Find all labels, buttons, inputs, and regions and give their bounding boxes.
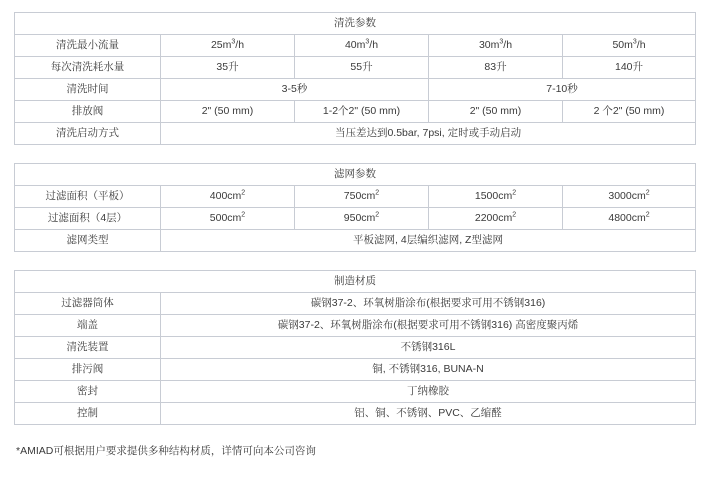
cell-value: 铜, 不锈钢316, BUNA-N <box>161 359 696 381</box>
table-section-header-row <box>15 271 696 293</box>
table-row <box>15 403 696 425</box>
row-label-wash-trigger: 清洗启动方式 <box>15 123 161 145</box>
row-label-drain-valve: 排放阀 <box>15 101 161 123</box>
cell-value: 碳钢37-2、环氧树脂涂布(根据要求可用不锈钢316) <box>161 293 696 315</box>
table-row <box>15 381 696 403</box>
cell-value: 55升 <box>295 57 429 79</box>
row-label-seal: 密封 <box>15 381 161 403</box>
table-washing-parameters <box>14 12 696 145</box>
cell-value: $25m^3/h$ <box>161 35 295 57</box>
table-materials <box>14 270 696 425</box>
section-title-materials: 制造材质 <box>15 271 696 293</box>
cell-value: $2200cm^2$ <box>429 208 563 230</box>
cell-value: $950cm^2$ <box>295 208 429 230</box>
cell-value: 1-2个2" (50 mm) <box>295 101 429 123</box>
table-row <box>15 123 696 145</box>
cell-value: 2" (50 mm) <box>429 101 563 123</box>
cell-value: 3-5秒 <box>161 79 429 101</box>
table-row <box>15 208 696 230</box>
table-row <box>15 315 696 337</box>
table-screen-parameters <box>14 163 696 252</box>
table-section-header-row <box>15 164 696 186</box>
cell-value: 2" (50 mm) <box>161 101 295 123</box>
row-label-wash-assembly: 清洗装置 <box>15 337 161 359</box>
footnote-text: *AMIAD可根据用户要求提供多种结构材质，详情可向本公司咨询 <box>16 445 316 457</box>
row-label-filter-body: 过滤器筒体 <box>15 293 161 315</box>
cell-value: 140升 <box>563 57 696 79</box>
row-label-filter-area-4layer: 过滤面积（4层） <box>15 208 161 230</box>
row-label-screen-type: 滤网类型 <box>15 230 161 252</box>
cell-value: $400cm^2$ <box>161 186 295 208</box>
cell-value: 当压差达到0.5bar, 7psi, 定时或手动启动 <box>161 123 696 145</box>
cell-value: $4800cm^2$ <box>563 208 696 230</box>
row-label-min-wash-flow: 清洗最小流量 <box>15 35 161 57</box>
table-section-header-row <box>15 13 696 35</box>
table-row <box>15 186 696 208</box>
cell-value: $3000cm^2$ <box>563 186 696 208</box>
row-label-water-per-wash: 每次清洗耗水量 <box>15 57 161 79</box>
table-row <box>15 101 696 123</box>
cell-value: 丁纳橡胶 <box>161 381 696 403</box>
section-title-washing: 清洗参数 <box>15 13 696 35</box>
row-label-drain-valve-material: 排污阀 <box>15 359 161 381</box>
table-row <box>15 35 696 57</box>
table-row <box>15 359 696 381</box>
cell-value: $50m^3/h$ <box>563 35 696 57</box>
cell-value: 铝、铜、不锈钢、PVC、乙缩醛 <box>161 403 696 425</box>
table-row <box>15 57 696 79</box>
row-label-control: 控制 <box>15 403 161 425</box>
table-row <box>15 293 696 315</box>
row-label-wash-time: 清洗时间 <box>15 79 161 101</box>
table-row <box>15 230 696 252</box>
cell-value: 平板滤网, 4层编织滤网, Z型滤网 <box>161 230 696 252</box>
cell-value: 35升 <box>161 57 295 79</box>
cell-value: $500cm^2$ <box>161 208 295 230</box>
cell-value: 7-10秒 <box>429 79 696 101</box>
row-label-end-cap: 端盖 <box>15 315 161 337</box>
cell-value: 不锈钢316L <box>161 337 696 359</box>
cell-value: $750cm^2$ <box>295 186 429 208</box>
row-label-filter-area-flat: 过滤面积（平板） <box>15 186 161 208</box>
cell-value: 碳钢37-2、环氧树脂涂布(根据要求可用不锈钢316) 高密度聚丙烯 <box>161 315 696 337</box>
cell-value: $1500cm^2$ <box>429 186 563 208</box>
section-title-screen: 滤网参数 <box>15 164 696 186</box>
table-row <box>15 337 696 359</box>
cell-value: $30m^3/h$ <box>429 35 563 57</box>
cell-value: 83升 <box>429 57 563 79</box>
cell-value: $40m^3/h$ <box>295 35 429 57</box>
cell-value: 2 个2" (50 mm) <box>563 101 696 123</box>
table-row <box>15 79 696 101</box>
